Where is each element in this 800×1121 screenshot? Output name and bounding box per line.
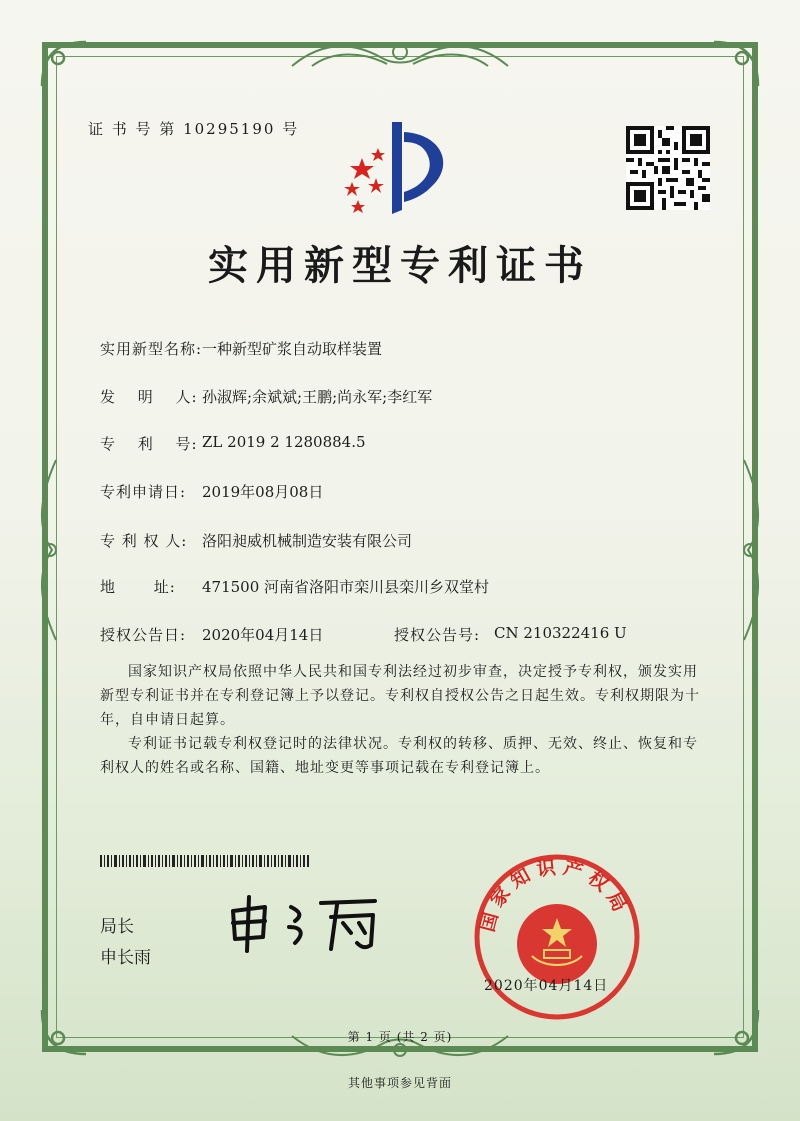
patent-office-emblem-icon — [330, 118, 470, 218]
certificate-number-label: 证 书 号 第 — [88, 120, 177, 138]
handwritten-signature — [225, 893, 400, 953]
grant-date-value: 2020年04月14日 — [202, 626, 324, 644]
address-value: 471500 河南省洛阳市栾川县栾川乡双堂村 — [202, 578, 490, 596]
inventor-label: 发 明 人: — [100, 388, 198, 406]
legal-status-paragraph: 专利证书记载专利权登记时的法律状况。专利权的转移、质押、无效、终止、恢复和专利权人的姓名或名称、国籍、地址变更等事项记载在专利登记簿上。 — [100, 736, 698, 776]
signatory-role: 局长 — [100, 917, 134, 937]
filing-date-label: 专利申请日: — [100, 483, 187, 501]
patentee-value: 洛阳昶威机械制造安装有限公司 — [202, 532, 413, 550]
patent-number-value: ZL 2019 2 1280884.5 — [202, 433, 366, 451]
certificate-title: 实用新型专利证书 — [208, 243, 592, 289]
grant-number-label: 授权公告号: — [394, 626, 481, 644]
certificate-number-suffix: 号 — [282, 120, 300, 138]
address-label: 地 址: — [100, 578, 176, 596]
certificate-number — [88, 118, 299, 139]
see-reverse-note: 其他事项参见背面 — [347, 1076, 452, 1090]
patent-number-label: 专 利 号: — [100, 435, 198, 453]
patentee-label: 专 利 权 人: — [100, 532, 188, 550]
svg-text:国家知识产权局: 国家知识产权局 — [476, 856, 634, 935]
official-seal — [472, 852, 642, 1022]
signatory-name: 申长雨 — [100, 948, 151, 968]
grant-statement-paragraph: 国家知识产权局依照中华人民共和国专利法经过初步审查，决定授予专利权，颁发实用新型专利证书并在专利登记簿上予以登记。专利权自授权公告之日起生效。专利权期限为十年，自申请日起算。 — [100, 664, 700, 728]
filing-date-value: 2019年08月08日 — [202, 483, 324, 501]
qr-code-icon — [626, 126, 710, 210]
utility-model-name-value: 一种新型矿浆自动取样装置 — [202, 340, 383, 358]
barcode-icon — [100, 855, 310, 867]
certificate-number-value: 10295190 — [183, 120, 276, 138]
grant-date-label: 授权公告日: — [100, 626, 187, 644]
utility-model-name-label: 实用新型名称: — [100, 340, 203, 358]
seal-date: 2020年04月14日 — [484, 978, 609, 994]
page-indicator: 第 1 页 (共 2 页) — [347, 1030, 453, 1044]
inventor-value: 孙淑辉;余斌斌;王鹏;尚永军;李红军 — [202, 388, 433, 406]
grant-number-value: CN 210322416 U — [494, 624, 627, 642]
